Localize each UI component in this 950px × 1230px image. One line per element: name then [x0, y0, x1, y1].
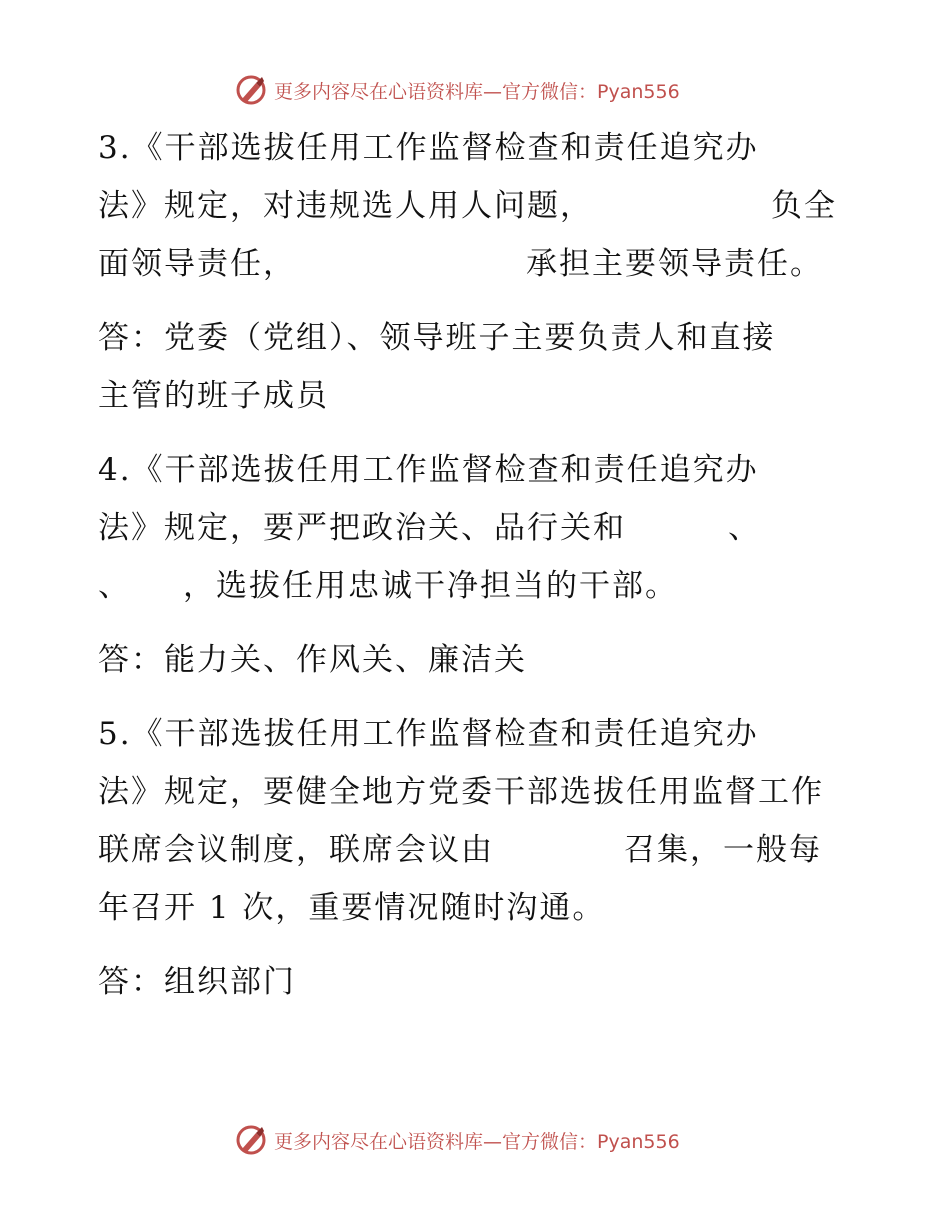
q5-answer-line-1: 答：组织部门 — [98, 964, 296, 1000]
q5-line-1: 5.《干部选拔任用工作监督检查和责任追究办 — [98, 716, 759, 752]
q4-answer-line-1: 答：能力关、作风关、廉洁关 — [98, 642, 527, 678]
q3-line-2: 法》规定，对违规选人用人问题， 负全 — [98, 188, 837, 224]
q3-line-3: 面领导责任， 承担主要领导责任。 — [98, 246, 823, 282]
footer-banner — [234, 1122, 680, 1158]
q5-line-2: 法》规定，要健全地方党委干部选拔任用监督工作 — [98, 774, 824, 810]
q5-line-4: 年召开 1 次，重要情况随时沟通。 — [98, 890, 606, 926]
header-banner — [234, 72, 680, 108]
q4-line-2: 法》规定，要严把政治关、品行关和 、 — [98, 510, 761, 546]
q4-line-1: 4.《干部选拔任用工作监督检查和责任追究办 — [98, 452, 759, 488]
q4-line-3: 、 ，选拔任用忠诚干净担当的干部。 — [98, 568, 678, 604]
q3-answer-line-1: 答：党委（党组）、领导班子主要负责人和直接 — [98, 320, 776, 356]
footer-banner-text: 更多内容尽在心语资料库—官方微信：Pyan556 — [274, 1130, 680, 1153]
q3-answer-line-2: 主管的班子成员 — [98, 378, 329, 414]
header-banner-text: 更多内容尽在心语资料库—官方微信：Pyan556 — [274, 80, 680, 103]
q3-line-1: 3.《干部选拔任用工作监督检查和责任追究办 — [98, 130, 759, 166]
pen-logo-icon — [234, 1123, 268, 1157]
pen-logo-icon — [234, 73, 268, 107]
q5-line-3: 联席会议制度，联席会议由 召集，一般每 — [98, 832, 822, 868]
